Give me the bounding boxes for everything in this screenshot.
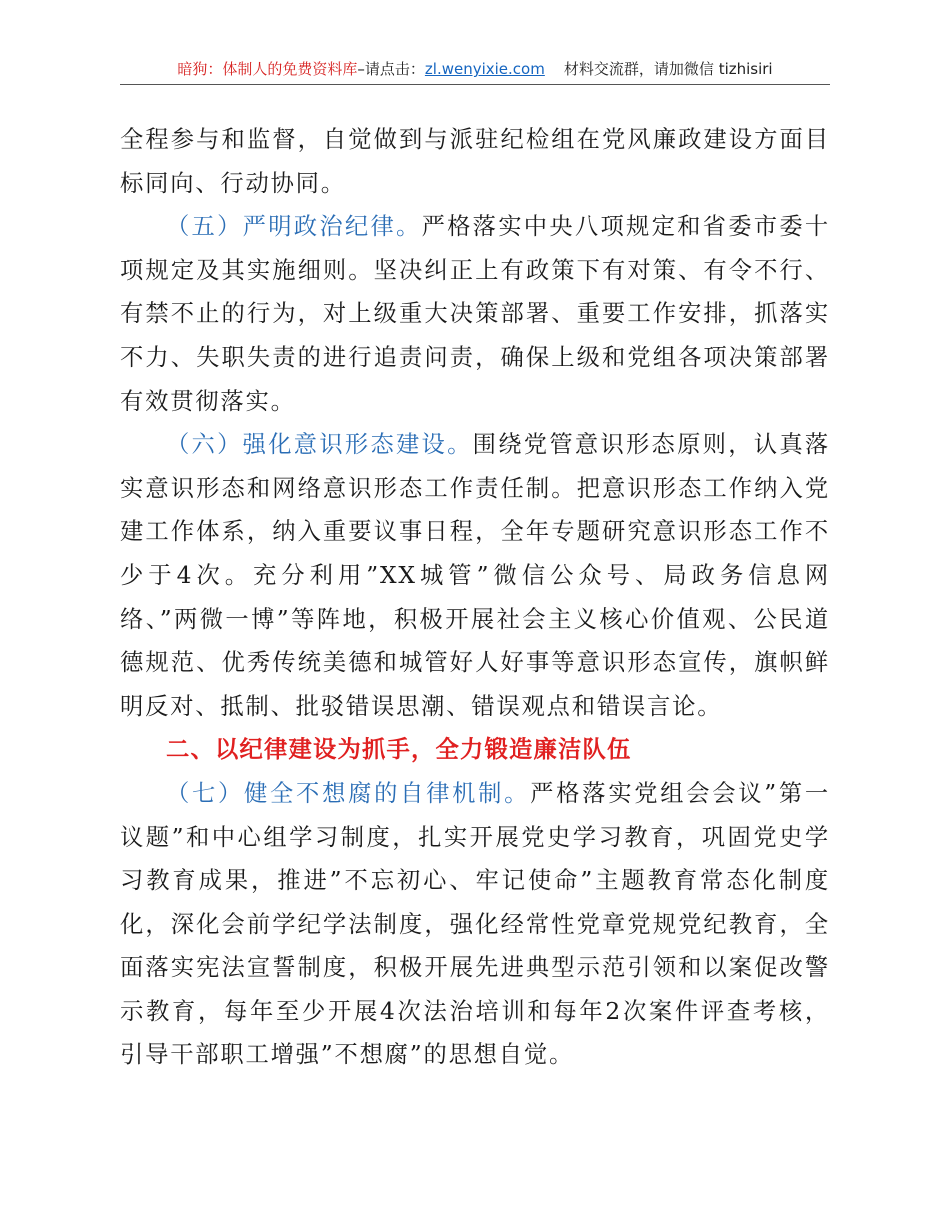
page-header	[120, 56, 830, 82]
site-name: 暗狗：体制人的免费资料库	[177, 60, 358, 78]
paragraph-text: 围绕党管意识形态原则，认真落实意识形态和网络意识形态工作责任制。把意识形态工作纳入党建工作体系，纳入重要议事日程，全年专题研究意识形态工作不少于4次。充分利用”XX城管”微信公众号、局政务信息网络、”两微一博”等阵地，积极开展社会主义核心价值观、公民道德规范、优秀传统美德和城管好人好事等意识形态宣传，旗帜鲜明反对、抵制、批驳错误思潮、错误观点和错误言论。	[120, 431, 830, 720]
document-body	[120, 118, 830, 1077]
paragraph-self-discipline	[120, 772, 830, 1077]
section-heading: 二、以纪律建设为抓手，全力锻造廉洁队伍	[166, 736, 632, 764]
paragraph-continuation: 全程参与和监督，自觉做到与派驻纪检组在党风廉政建设方面目标同向、行动协同。	[120, 126, 830, 197]
subheading-political-discipline: （五）严明政治纪律。	[166, 213, 422, 241]
paragraph-text: 严格落实党组会会议”第一议题”和中心组学习制度，扎实开展党史学习教育，巩固党史学习教育成果，推进”不忘初心、牢记使命”主题教育常态化制度化，深化会前学纪学法制度，强化经常性党章党规党纪教育，全面落实宪法宣誓制度，积极开展先进典型示范引领和以案促改警示教育，每年至少开展4次法治培训和每年2次案件评查考核，引导干部职工增强”不想腐”的思想自觉。	[120, 779, 831, 1069]
subheading-ideology: （六）强化意识形态建设。	[166, 431, 473, 459]
header-divider	[120, 84, 830, 85]
wechat-note: 材料交流群，请加微信 tizhisiri	[563, 60, 773, 78]
paragraph-political-discipline	[120, 205, 830, 423]
subheading-self-discipline: （七）健全不想腐的自律机制。	[166, 779, 531, 807]
click-prompt: –请点击：	[357, 60, 425, 78]
site-link[interactable]: zl.wenyixie.com	[424, 60, 545, 78]
paragraph-text: 严格落实中央八项规定和省委市委十项规定及其实施细则。坚决纠正上有政策下有对策、有令不行、有禁不止的行为，对上级重大决策部署、重要工作安排，抓落实不力、失职失责的进行追责问责，确保上级和党组各项决策部署有效贯彻落实。	[120, 213, 830, 415]
paragraph-ideology	[120, 423, 830, 728]
